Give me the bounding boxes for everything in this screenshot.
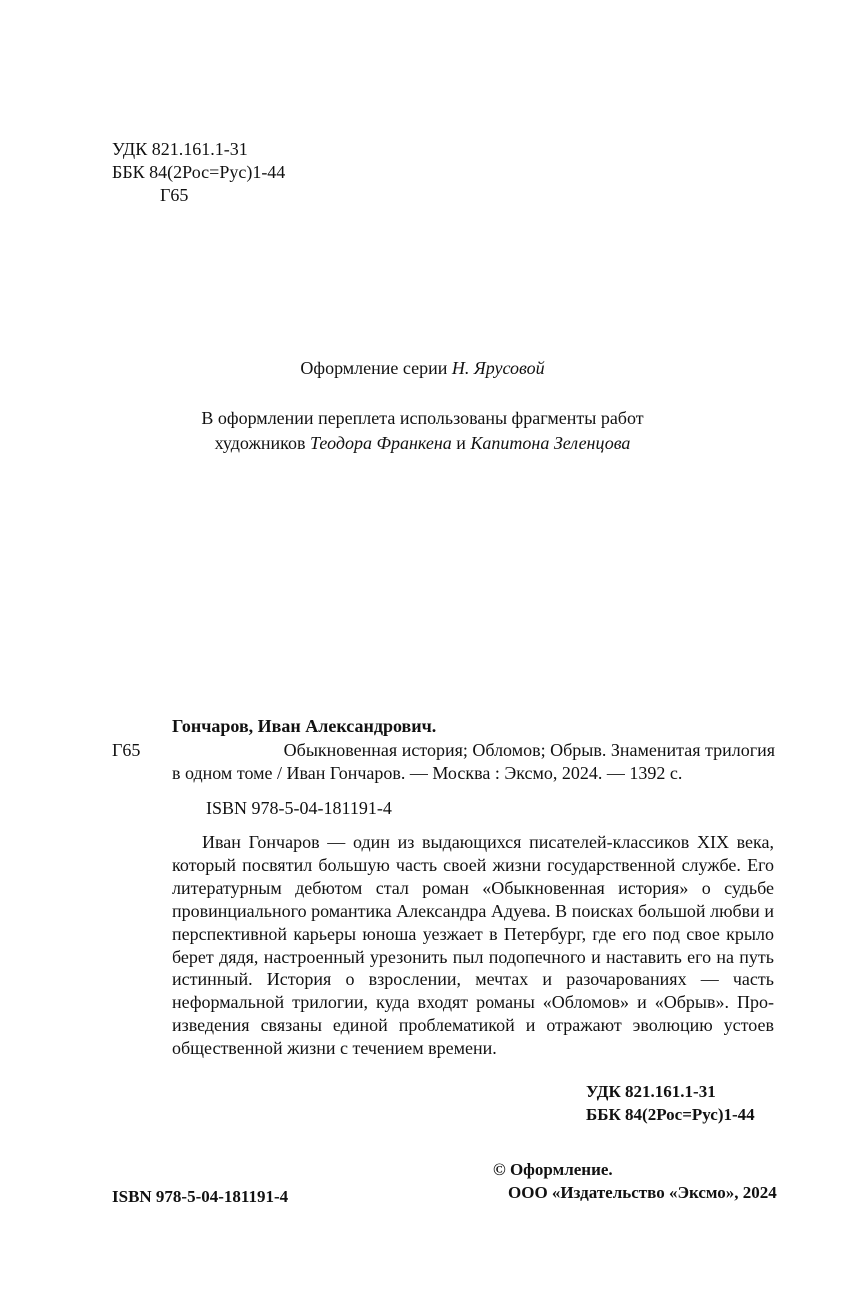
series-design-prefix: Оформление серии [300,358,452,378]
series-design-credit [0,357,845,380]
binding-credit-line1: В оформлении переплета использованы фрагменты работ [201,408,644,428]
artists-prefix: художников [214,433,311,453]
catalog-udk-code: УДК 821.161.1-31 [586,1082,716,1101]
artist-conjunction: и [451,433,471,453]
catalog-author-heading: Гончаров, Иван Александрович. [172,716,437,736]
copyright-line2: ООО «Издательство «Эксмо», 2024 [508,1183,777,1202]
catalog-abstract: Иван Гончаров — один из выдающихся писателей-классиков XIX века, который посвятил большую часть своей жизни государственной службе. Его литературным дебютом стал роман «Обыкновенная история» о судьбе провинциального романтика Александра Адуева. В поисках большой любви и перспективной карьеры юноша уезжает в Петербург, где его под свое крыло берет дядя, настроенный урезонить пыл подопечного и наставить его на путь истинный. История о взрослении, мечтах и разочарованиях — часть неформальной трилогии, куда входят романы «Обломов» и «Обрыв». Произведения связаны единой проблематикой и отражают эволюцию устоев общественной жизни с течением времени. [172,832,774,1059]
udk-code-top: УДК 821.161.1-31 [112,139,248,159]
artist-zelentsov: Капитона Зеленцова [470,433,631,453]
artist-frankena: Теодора Франкена [310,433,452,453]
binding-credit-line2 [0,432,845,455]
bbk-code-top: ББК 84(2Рос=Рус)1-44 [112,162,286,182]
series-designer: Н. Ярусовой [451,358,545,378]
catalog-isbn: ISBN 978-5-04-181191-4 [206,798,392,818]
catalog-title-line2: в одном томе / Иван Гончаров. — Москва : Эксмо, 2024. — 1392 с. [172,763,683,783]
catalog-title-line1: Обыкновенная история; Обломов; Обрыв. Знаменитая трилогия [283,740,775,760]
copyright-line1: © Оформление. [493,1160,613,1179]
author-sign-top: Г65 [160,185,189,205]
catalog-sign: Г65 [112,740,141,760]
footer-isbn: ISBN 978-5-04-181191-4 [112,1187,289,1206]
catalog-bbk-code: ББК 84(2Рос=Рус)1-44 [586,1105,755,1124]
